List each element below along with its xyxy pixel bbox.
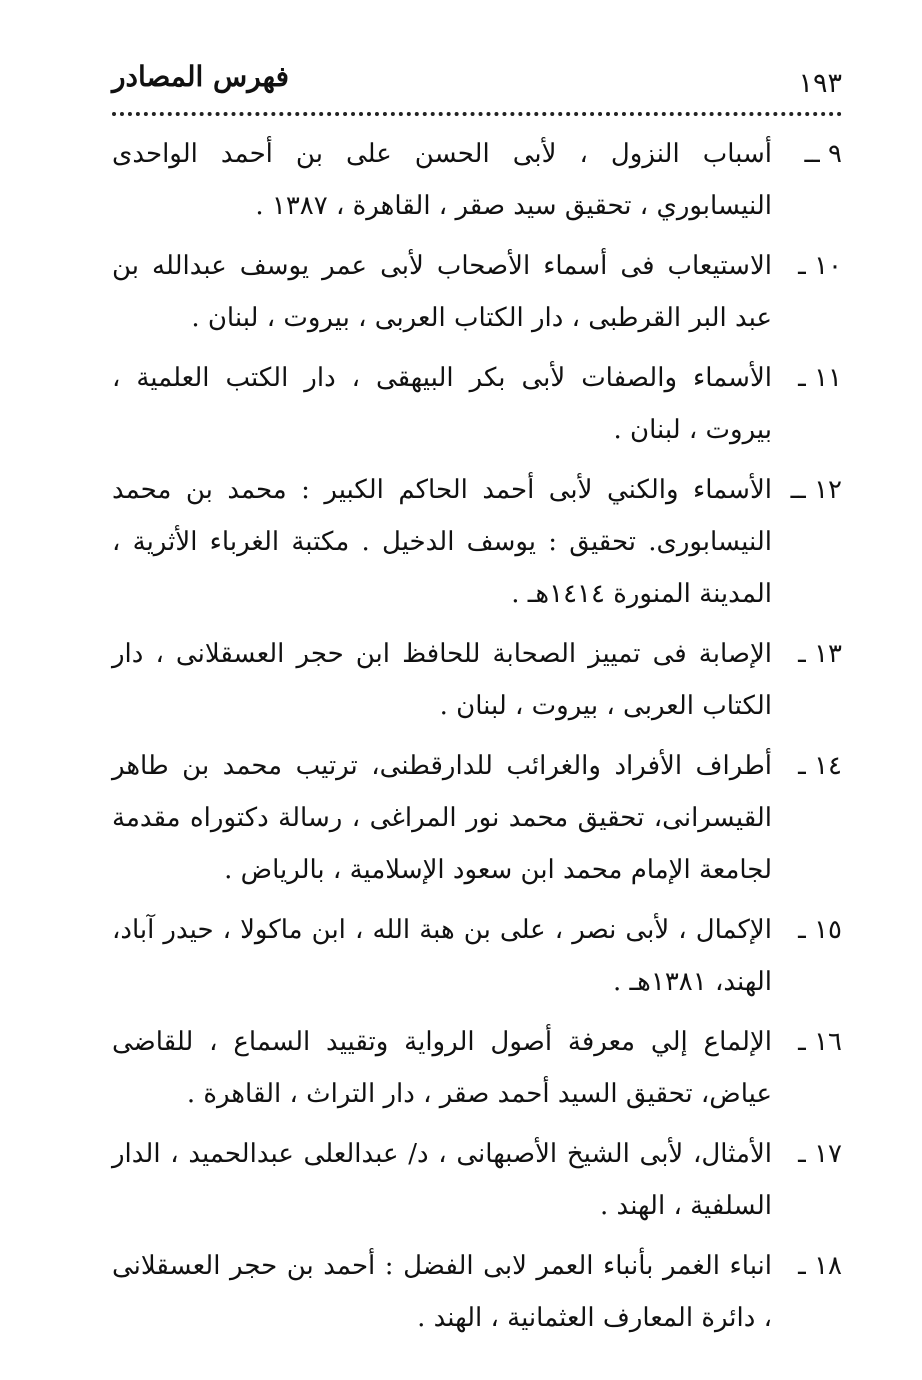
page-number: ١٩٣: [798, 68, 842, 99]
bibliography-entry: [112, 464, 842, 620]
entry-text: الاستيعاب فى أسماء الأصحاب لأبى عمر يوسف عبدالله بن عبد البر القرطبى ، دار الكتاب العربى ، بيروت ، لبنان .: [112, 251, 772, 333]
bibliography-entry: [112, 1240, 842, 1344]
entry-text: الأسماء والصفات لأبى بكر البيهقى ، دار الكتب العلمية ، بيروت ، لبنان .: [112, 363, 772, 445]
entry-text: الأمثال، لأبى الشيخ الأصبهانى ، د/ عبدالعلى عبدالحميد ، الدار السلفية ، الهند .: [112, 1139, 772, 1221]
entry-number: ١٤ ـ: [798, 751, 842, 781]
bibliography-entry: [112, 1128, 842, 1232]
entry-number: ١٠ ـ: [798, 251, 842, 281]
entry-number: ١٣ ـ: [798, 639, 842, 669]
entry-text: الأسماء والكني لأبى أحمد الحاكم الكبير : محمد بن محمد النيسابورى. تحقيق : يوسف الدخيل . مكتبة الغرباء الأثرية ، المدينة المنورة ١٤١٤هـ .: [112, 475, 772, 609]
entry-text: انباء الغمر بأنباء العمر لابى الفضل : أحمد بن حجر العسقلانى ، دائرة المعارف العثمانية ، الهند .: [112, 1251, 772, 1333]
entry-number: ١٧ ـ: [798, 1139, 842, 1169]
page-header: [112, 60, 842, 110]
bibliography-entry: [112, 352, 842, 456]
header-divider: [112, 112, 842, 116]
bibliography-entry: [112, 1016, 842, 1120]
bibliography-entry: [112, 628, 842, 732]
bibliography-entry: [112, 128, 842, 232]
entry-text: الإصابة فى تمييز الصحابة للحافظ ابن حجر العسقلانى ، دار الكتاب العربى ، بيروت ، لبنان .: [112, 639, 772, 721]
bibliography-list: [112, 128, 842, 1352]
entry-number: ١٢ ــ: [790, 475, 842, 505]
entry-text: الإلماع إلي معرفة أصول الرواية وتقييد السماع ، للقاضى عياض، تحقيق السيد أحمد صقر ، دار التراث ، القاهرة .: [112, 1027, 772, 1109]
entry-number: ١١ ـ: [798, 363, 842, 393]
running-title: فهرس المصادر: [112, 60, 289, 93]
bibliography-entry: [112, 904, 842, 1008]
entry-text: أطراف الأفراد والغرائب للدارقطنى، ترتيب محمد بن طاهر القيسرانى، تحقيق محمد نور المراغى ، رسالة دكتوراه مقدمة لجامعة الإمام محمد ابن سعود الإسلامية ، بالرياض .: [112, 751, 772, 885]
entry-number: ١٨ ـ: [798, 1251, 842, 1281]
entry-number: ١٦ ـ: [798, 1027, 842, 1057]
entry-number: ٩ ــ: [804, 139, 842, 169]
entry-text: أسباب النزول ، لأبى الحسن على بن أحمد الواحدى النيسابوري ، تحقيق سيد صقر ، القاهرة ، ١٣٨٧ .: [112, 139, 772, 221]
bibliography-entry: [112, 740, 842, 896]
entry-text: الإكمال ، لأبى نصر ، على بن هبة الله ، ابن ماكولا ، حيدر آباد، الهند، ١٣٨١هـ .: [112, 915, 772, 997]
entry-number: ١٥ ـ: [798, 915, 842, 945]
bibliography-entry: [112, 240, 842, 344]
